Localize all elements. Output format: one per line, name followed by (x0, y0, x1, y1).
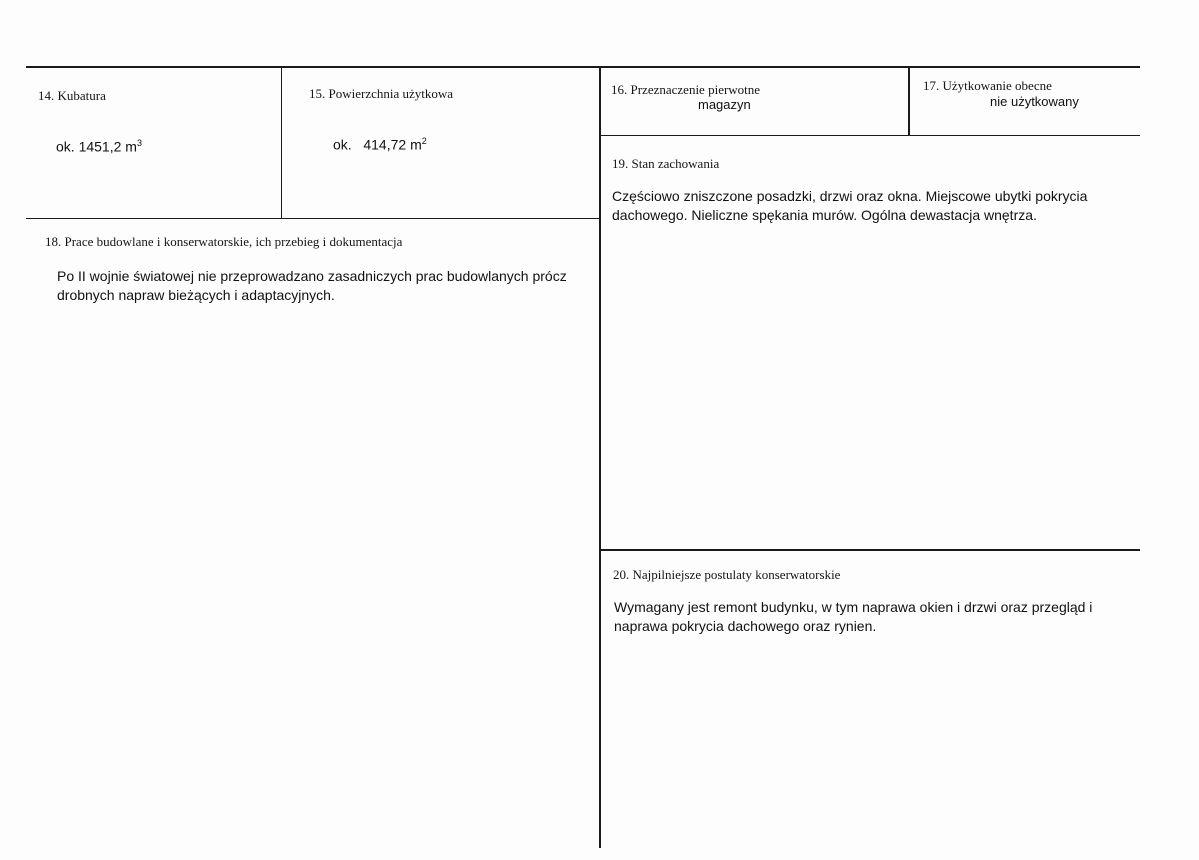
kubatura-divider (281, 66, 282, 219)
field-15-unit: m (410, 136, 422, 153)
field-18-line: Po II wojnie światowej nie przeprowadzano zasadniczych prac budowlanych prócz (57, 268, 567, 284)
top-rule (26, 66, 1140, 68)
section-14-15-bottom-rule (26, 218, 600, 219)
field-15-label: 15. Powierzchnia użytkowa (309, 86, 454, 101)
field-17-value: nie użytkowany (990, 94, 1079, 109)
section-16-17-bottom-rule (600, 135, 1140, 136)
field-20-line: Wymagany jest remont budynku, w tym naprawa okien i drzwi oraz przegląd i (614, 599, 1093, 615)
section-16-17-divider (908, 66, 910, 136)
field-20-line: naprawa pokrycia dachowego oraz rynien. (614, 618, 877, 634)
field-20-text (614, 598, 1092, 636)
field-20-label: 20. Najpilniejsze postulaty konserwatorskie (613, 567, 841, 582)
field-18-line: drobnych napraw bieżących i adaptacyjnych. (57, 287, 335, 303)
field-19-label: 19. Stan zachowania (612, 156, 720, 171)
field-14-label: 14. Kubatura (38, 88, 106, 103)
field-15-exponent: 2 (421, 136, 427, 146)
field-14-unit: m (125, 138, 137, 155)
field-18-text (57, 267, 567, 305)
field-14-prefix: ok. (56, 138, 75, 155)
field-16-value: magazyn (698, 97, 751, 112)
section-19-bottom-rule (600, 549, 1140, 551)
field-19-line: dachowego. Nieliczne spękania murów. Ogólna dewastacja wnętrza. (612, 207, 1037, 223)
field-14-exponent: 3 (136, 138, 142, 148)
left-column-divider (599, 66, 601, 848)
field-17-label: 17. Użytkowanie obecne (923, 78, 1052, 93)
field-15-value (333, 136, 427, 153)
field-16-label: 16. Przeznaczenie pierwotne (611, 82, 761, 97)
field-14-number: 1451,2 (78, 138, 122, 155)
field-15-prefix: ok. (333, 136, 352, 153)
field-14-value (56, 138, 142, 155)
field-18-label: 18. Prace budowlane i konserwatorskie, ich przebieg i dokumentacja (45, 234, 403, 249)
field-19-line: Częściowo zniszczone posadzki, drzwi oraz okna. Miejscowe ubytki pokrycia (612, 188, 1088, 204)
field-19-text (612, 187, 1087, 225)
field-15-number: 414,72 (363, 136, 407, 153)
